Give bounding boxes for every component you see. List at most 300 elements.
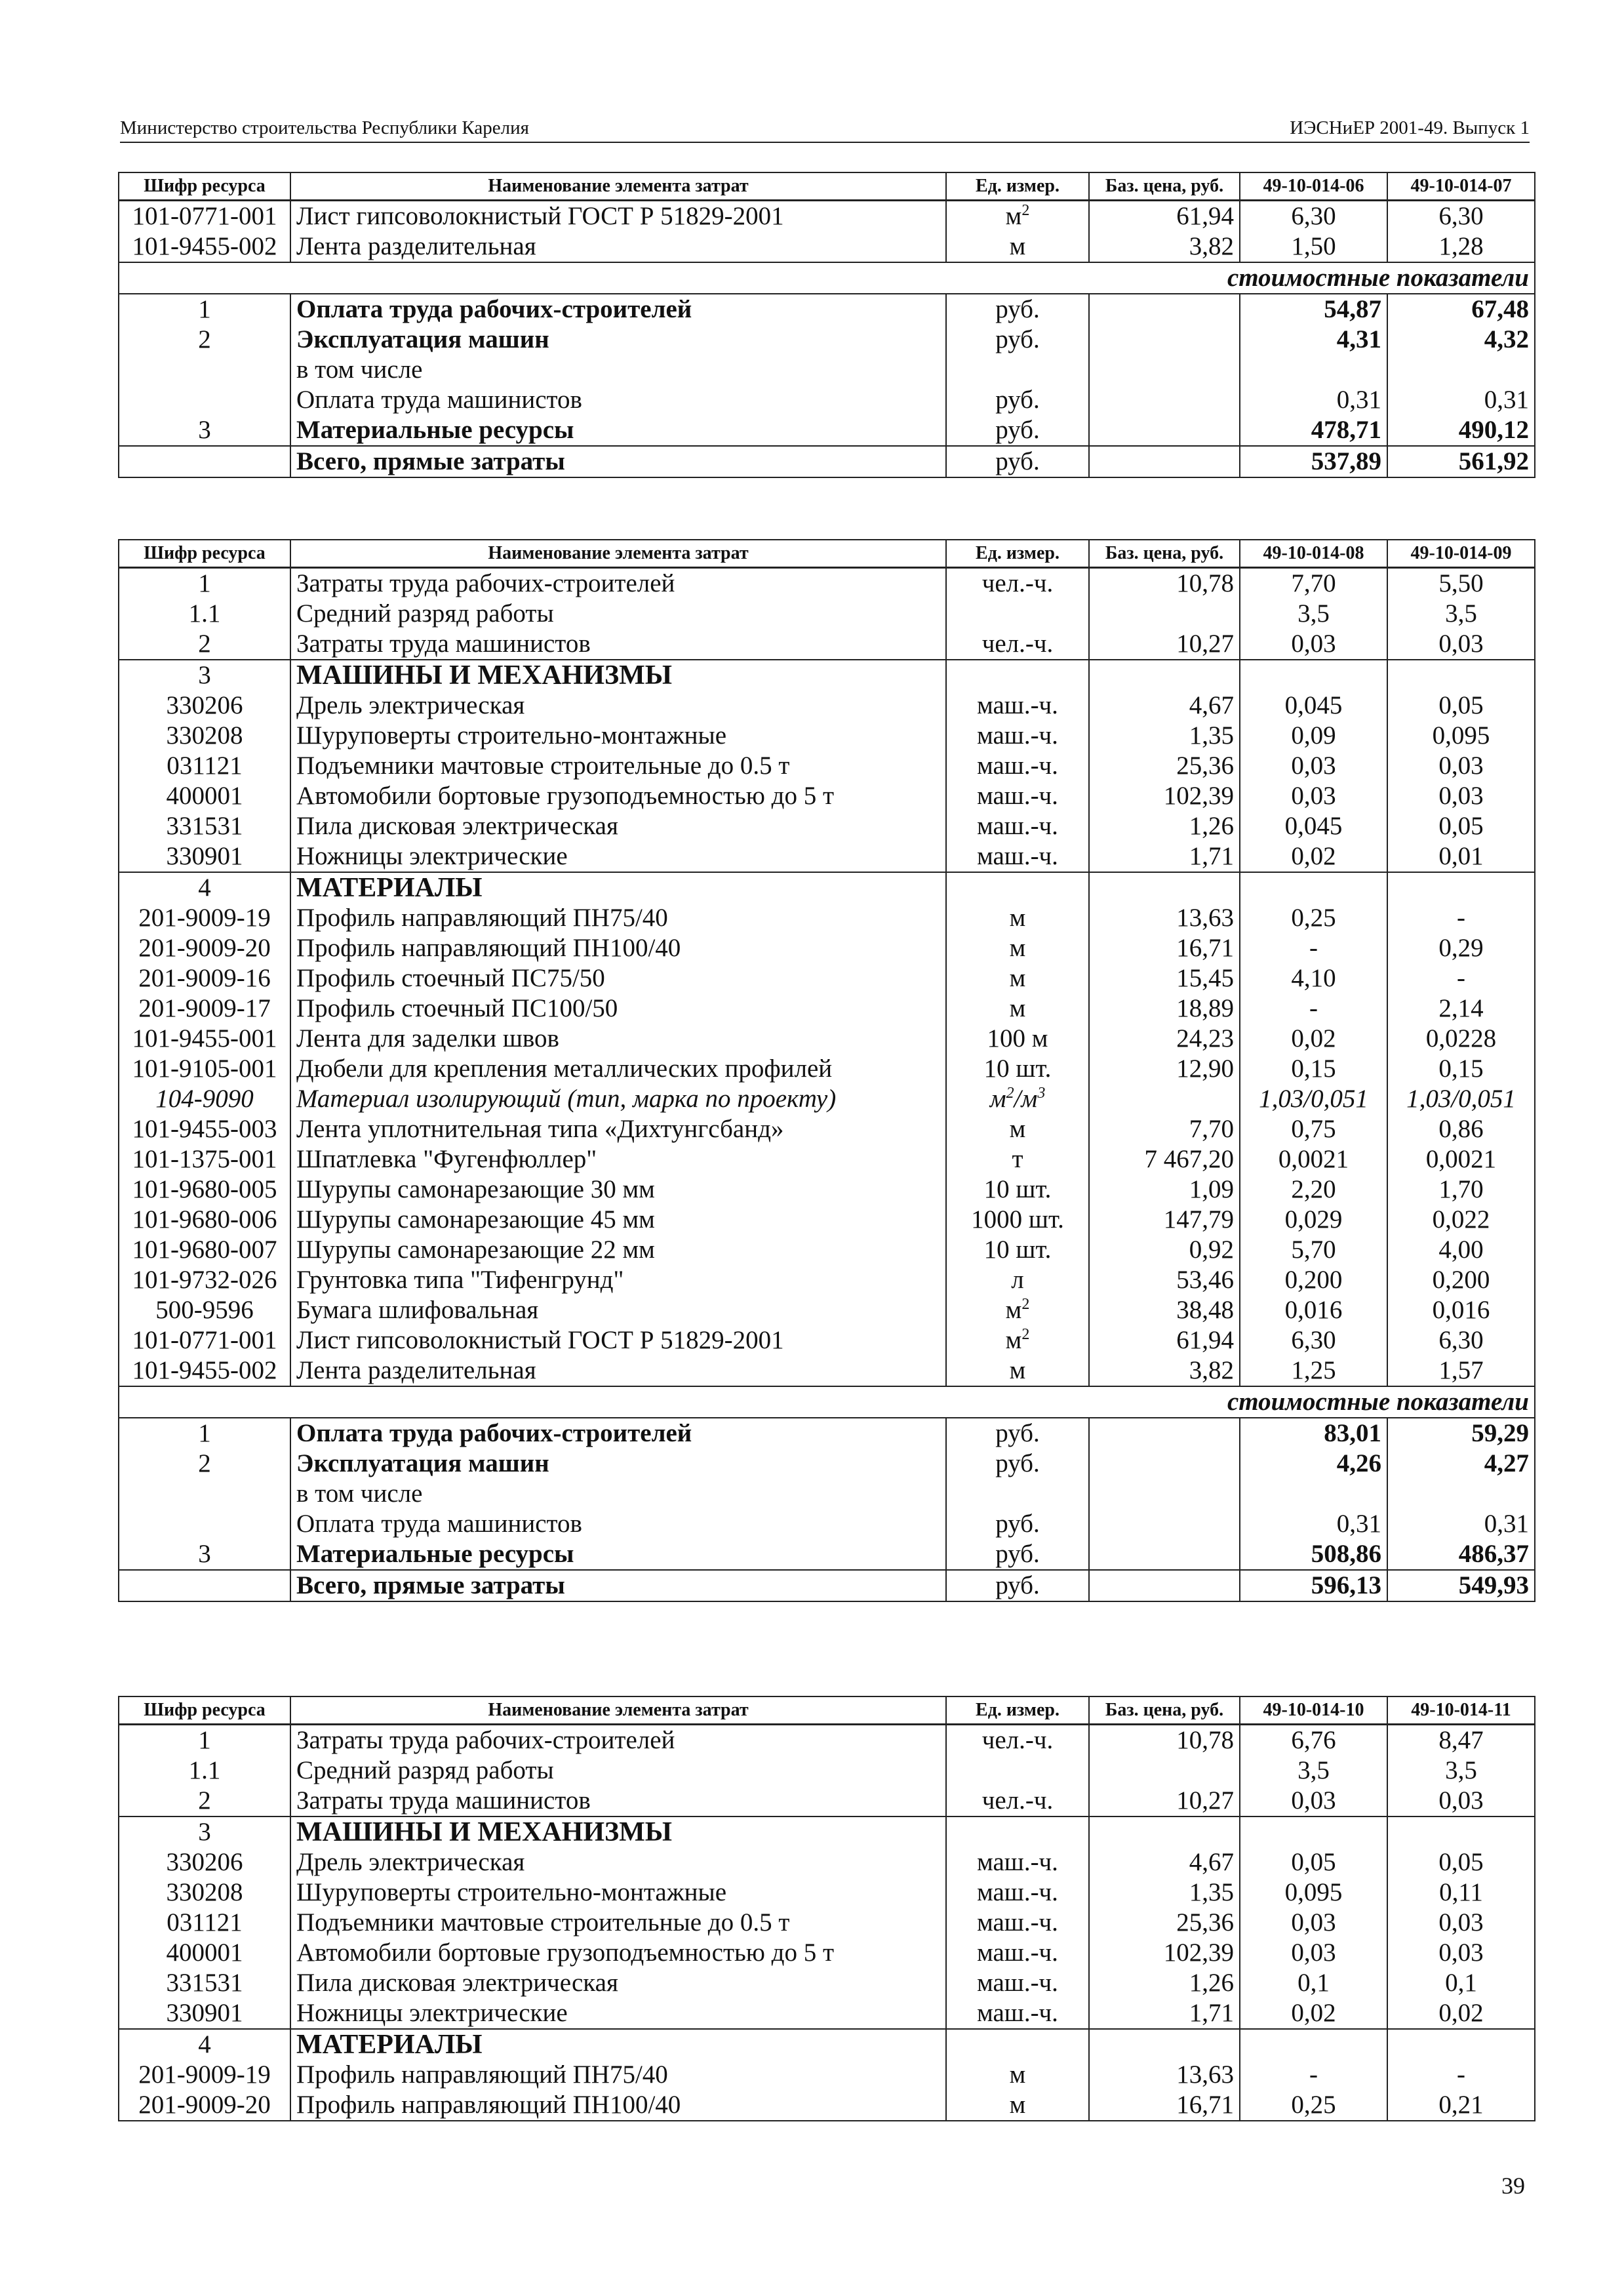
unit-text: м bbox=[1009, 964, 1026, 992]
unit-text: руб. bbox=[995, 1571, 1040, 1599]
unit-cell bbox=[946, 841, 1089, 872]
resource-table-1 bbox=[118, 172, 1535, 478]
cost-element-name: МАТЕРИАЛЫ bbox=[290, 2029, 946, 2060]
resource-code: 101-9455-003 bbox=[119, 1114, 290, 1144]
col-header-price: Баз. цена, руб. bbox=[1089, 172, 1240, 201]
unit-cell bbox=[946, 1847, 1089, 1877]
cost-element-name: Лента разделительная bbox=[290, 231, 946, 262]
resource-code: 1 bbox=[119, 1725, 290, 1756]
resource-code: 101-9455-002 bbox=[119, 1355, 290, 1386]
unit-cell bbox=[946, 355, 1089, 385]
base-price bbox=[1089, 325, 1240, 355]
page-number: 39 bbox=[1501, 2173, 1525, 2199]
unit-cell bbox=[946, 446, 1089, 477]
resource-code: 101-0771-001 bbox=[119, 1325, 290, 1355]
resource-code: 2 bbox=[119, 1786, 290, 1816]
cost-row bbox=[119, 1449, 1535, 1479]
unit-text: чел.-ч. bbox=[981, 1786, 1054, 1815]
base-price: 1,35 bbox=[1089, 1877, 1240, 1908]
norm-value-2: 0,86 bbox=[1387, 1114, 1535, 1144]
resource-code: 1 bbox=[119, 1418, 290, 1449]
cost-element-name: в том числе bbox=[290, 355, 946, 385]
norm-value-1: 0,03 bbox=[1240, 781, 1387, 811]
norm-value-2: 561,92 bbox=[1387, 446, 1535, 477]
resource-code: 400001 bbox=[119, 1938, 290, 1968]
base-price bbox=[1089, 1479, 1240, 1509]
resource-code bbox=[119, 446, 290, 477]
cost-element-name: Шпатлевка "Фугенфюллер" bbox=[290, 1144, 946, 1174]
unit-cell bbox=[946, 294, 1089, 325]
cost-element-name: МАШИНЫ И МЕХАНИЗМЫ bbox=[290, 1816, 946, 1847]
norm-value-2: 4,32 bbox=[1387, 325, 1535, 355]
norm-value-2: 486,37 bbox=[1387, 1539, 1535, 1570]
unit-cell bbox=[946, 1938, 1089, 1968]
norm-value-1: 0,095 bbox=[1240, 1877, 1387, 1908]
norm-value-1: 4,10 bbox=[1240, 963, 1387, 993]
unit-text: чел.-ч. bbox=[981, 630, 1054, 658]
unit-cell bbox=[946, 1265, 1089, 1295]
unit-cell bbox=[946, 781, 1089, 811]
unit-cell bbox=[946, 1756, 1089, 1786]
resource-code: 201-9009-19 bbox=[119, 903, 290, 933]
table-row bbox=[119, 2060, 1535, 2090]
resource-code bbox=[119, 385, 290, 415]
resource-code: 330206 bbox=[119, 1847, 290, 1877]
cost-section-title: стоимостные показатели bbox=[119, 1386, 1535, 1418]
unit-text: маш.-ч. bbox=[977, 842, 1058, 870]
norm-value-2: 2,14 bbox=[1387, 993, 1535, 1024]
base-price bbox=[1089, 660, 1240, 691]
unit-text: м bbox=[1009, 934, 1026, 962]
base-price: 25,36 bbox=[1089, 1908, 1240, 1938]
norm-value-2: 0,02 bbox=[1387, 1998, 1535, 2029]
col-header-norm-2: 49-10-014-07 bbox=[1387, 172, 1535, 201]
resource-code: 3 bbox=[119, 660, 290, 691]
col-header-norm-1: 49-10-014-10 bbox=[1240, 1696, 1387, 1725]
resource-code: 101-9680-006 bbox=[119, 1205, 290, 1235]
cost-element-name: Материальные ресурсы bbox=[290, 1539, 946, 1570]
cost-element-name: Оплата труда машинистов bbox=[290, 1509, 946, 1539]
norm-value-1: 596,13 bbox=[1240, 1570, 1387, 1601]
base-price: 24,23 bbox=[1089, 1024, 1240, 1054]
table-row bbox=[119, 568, 1535, 599]
table-row bbox=[119, 751, 1535, 781]
base-price: 3,82 bbox=[1089, 1355, 1240, 1386]
unit-text: маш.-ч. bbox=[977, 691, 1058, 719]
unit-cell bbox=[946, 1968, 1089, 1998]
table-row bbox=[119, 1174, 1535, 1205]
resource-code: 104-9090 bbox=[119, 1084, 290, 1114]
cost-element-name: Профиль направляющий ПН75/40 bbox=[290, 903, 946, 933]
unit-cell bbox=[946, 1205, 1089, 1235]
table-row bbox=[119, 231, 1535, 262]
cost-element-name: Лента для заделки швов bbox=[290, 1024, 946, 1054]
table-row bbox=[119, 629, 1535, 660]
resource-code: 400001 bbox=[119, 781, 290, 811]
norm-value-2: 8,47 bbox=[1387, 1725, 1535, 1756]
unit-text: маш.-ч. bbox=[977, 1938, 1058, 1967]
col-header-code: Шифр ресурса bbox=[119, 1696, 290, 1725]
base-price: 10,27 bbox=[1089, 1786, 1240, 1816]
table-row bbox=[119, 1355, 1535, 1386]
resource-code bbox=[119, 1570, 290, 1601]
cost-element-name: в том числе bbox=[290, 1479, 946, 1509]
norm-value-1: 0,0021 bbox=[1240, 1144, 1387, 1174]
norm-value-1 bbox=[1240, 872, 1387, 903]
resource-code: 1.1 bbox=[119, 1756, 290, 1786]
cost-element-name: Бумага шлифовальная bbox=[290, 1295, 946, 1325]
table-row bbox=[119, 841, 1535, 872]
base-price bbox=[1089, 1084, 1240, 1114]
unit-text: м bbox=[1009, 2060, 1026, 2089]
cost-element-name: Затраты труда рабочих-строителей bbox=[290, 1725, 946, 1756]
unit-text: руб. bbox=[995, 1510, 1040, 1538]
base-price: 18,89 bbox=[1089, 993, 1240, 1024]
unit-cell bbox=[946, 1174, 1089, 1205]
unit-text: м bbox=[1005, 1326, 1022, 1354]
base-price bbox=[1089, 599, 1240, 629]
cost-row bbox=[119, 325, 1535, 355]
unit-cell bbox=[946, 325, 1089, 355]
norm-value-1 bbox=[1240, 660, 1387, 691]
unit-text: 100 м bbox=[987, 1024, 1048, 1053]
unit-cell bbox=[946, 811, 1089, 841]
norm-value-2: 0,05 bbox=[1387, 811, 1535, 841]
unit-superscript: 3 bbox=[1037, 1085, 1046, 1102]
cost-section-title-row bbox=[119, 262, 1535, 294]
norm-value-1: 478,71 bbox=[1240, 415, 1387, 446]
col-header-unit: Ед. измер. bbox=[946, 172, 1089, 201]
base-price: 16,71 bbox=[1089, 2090, 1240, 2121]
cost-element-name: Лист гипсоволокнистый ГОСТ Р 51829-2001 bbox=[290, 201, 946, 232]
cost-element-name: Материал изолирующий (тип, марка по проекту) bbox=[290, 1084, 946, 1114]
resource-table-2 bbox=[118, 539, 1535, 1602]
unit-cell bbox=[946, 1355, 1089, 1386]
cost-element-name: Профиль стоечный ПС100/50 bbox=[290, 993, 946, 1024]
table-row bbox=[119, 1968, 1535, 1998]
base-price bbox=[1089, 1539, 1240, 1570]
norm-value-1: 6,76 bbox=[1240, 1725, 1387, 1756]
unit-text: чел.-ч. bbox=[981, 1726, 1054, 1754]
unit-text: маш.-ч. bbox=[977, 1848, 1058, 1876]
unit-cell bbox=[946, 1084, 1089, 1114]
norm-value-2: 0,03 bbox=[1387, 1908, 1535, 1938]
base-price: 1,71 bbox=[1089, 1998, 1240, 2029]
norm-value-2: 1,70 bbox=[1387, 1174, 1535, 1205]
cost-row bbox=[119, 1539, 1535, 1570]
base-price bbox=[1089, 415, 1240, 446]
base-price: 38,48 bbox=[1089, 1295, 1240, 1325]
unit-text: м bbox=[1009, 994, 1026, 1022]
norm-value-1: 0,03 bbox=[1240, 1908, 1387, 1938]
resource-code: 3 bbox=[119, 1539, 290, 1570]
unit-superscript: 2 bbox=[1021, 1296, 1030, 1313]
norm-value-1 bbox=[1240, 1816, 1387, 1847]
norm-value-2: 0,11 bbox=[1387, 1877, 1535, 1908]
norm-value-2: 6,30 bbox=[1387, 1325, 1535, 1355]
unit-cell bbox=[946, 1786, 1089, 1816]
norm-value-2: 490,12 bbox=[1387, 415, 1535, 446]
unit-text: маш.-ч. bbox=[977, 1908, 1058, 1937]
base-price bbox=[1089, 385, 1240, 415]
norm-value-1: 0,1 bbox=[1240, 1968, 1387, 1998]
norm-value-1: 0,016 bbox=[1240, 1295, 1387, 1325]
table-row bbox=[119, 599, 1535, 629]
unit-cell bbox=[946, 1418, 1089, 1449]
cost-element-name: Оплата труда машинистов bbox=[290, 385, 946, 415]
table-row bbox=[119, 1325, 1535, 1355]
col-header-name: Наименование элемента затрат bbox=[290, 540, 946, 568]
base-price: 1,35 bbox=[1089, 721, 1240, 751]
norm-value-1: 0,03 bbox=[1240, 629, 1387, 660]
unit-cell bbox=[946, 1144, 1089, 1174]
norm-value-2: 1,28 bbox=[1387, 231, 1535, 262]
norm-value-1: 0,200 bbox=[1240, 1265, 1387, 1295]
norm-value-2: 549,93 bbox=[1387, 1570, 1535, 1601]
unit-cell bbox=[946, 1024, 1089, 1054]
base-price: 102,39 bbox=[1089, 781, 1240, 811]
cost-element-name: Затраты труда рабочих-строителей bbox=[290, 568, 946, 599]
base-price: 1,71 bbox=[1089, 841, 1240, 872]
norm-value-2: 0,01 bbox=[1387, 841, 1535, 872]
unit-cell bbox=[946, 1877, 1089, 1908]
norm-value-1: 4,26 bbox=[1240, 1449, 1387, 1479]
resource-code: 3 bbox=[119, 1816, 290, 1847]
unit-cell bbox=[946, 751, 1089, 781]
norm-value-2: 3,5 bbox=[1387, 1756, 1535, 1786]
unit-cell bbox=[946, 599, 1089, 629]
unit-text: руб. bbox=[995, 1419, 1040, 1447]
unit-cell bbox=[946, 1325, 1089, 1355]
col-header-price: Баз. цена, руб. bbox=[1089, 540, 1240, 568]
cost-element-name: Всего, прямые затраты bbox=[290, 446, 946, 477]
norm-value-1: 0,03 bbox=[1240, 751, 1387, 781]
unit-cell bbox=[946, 385, 1089, 415]
base-price: 147,79 bbox=[1089, 1205, 1240, 1235]
unit-cell bbox=[946, 231, 1089, 262]
table-row bbox=[119, 1847, 1535, 1877]
unit-superscript: 2 bbox=[1021, 1326, 1030, 1343]
cost-element-name: Шурупы самонарезающие 22 мм bbox=[290, 1235, 946, 1265]
unit-cell bbox=[946, 1539, 1089, 1570]
norm-value-1: 0,31 bbox=[1240, 385, 1387, 415]
unit-text: м bbox=[1009, 232, 1026, 260]
unit-cell bbox=[946, 1998, 1089, 2029]
base-price: 7,70 bbox=[1089, 1114, 1240, 1144]
unit-cell bbox=[946, 903, 1089, 933]
unit-text: руб. bbox=[995, 386, 1040, 414]
norm-value-1: - bbox=[1240, 933, 1387, 963]
norm-value-2: 0,03 bbox=[1387, 1786, 1535, 1816]
unit-cell bbox=[946, 568, 1089, 599]
table-row bbox=[119, 1786, 1535, 1816]
table-row bbox=[119, 1054, 1535, 1084]
cost-row bbox=[119, 385, 1535, 415]
col-header-unit: Ед. измер. bbox=[946, 1696, 1089, 1725]
norm-value-2: 4,27 bbox=[1387, 1449, 1535, 1479]
norm-value-2: 1,57 bbox=[1387, 1355, 1535, 1386]
unit-text: маш.-ч. bbox=[977, 1878, 1058, 1906]
page-header bbox=[120, 115, 1530, 143]
cost-element-name: МАТЕРИАЛЫ bbox=[290, 872, 946, 903]
cost-row bbox=[119, 1509, 1535, 1539]
cost-element-name: Затраты труда машинистов bbox=[290, 1786, 946, 1816]
unit-text: л bbox=[1011, 1266, 1024, 1294]
norm-value-1: 1,25 bbox=[1240, 1355, 1387, 1386]
cost-row bbox=[119, 294, 1535, 325]
col-header-norm-1: 49-10-014-06 bbox=[1240, 172, 1387, 201]
norm-value-1: 0,045 bbox=[1240, 691, 1387, 721]
unit-text: маш.-ч. bbox=[977, 782, 1058, 810]
unit-text: чел.-ч. bbox=[981, 569, 1054, 597]
unit-text: м bbox=[1009, 904, 1026, 932]
base-price: 4,67 bbox=[1089, 1847, 1240, 1877]
unit-text: руб. bbox=[995, 1449, 1040, 1477]
norm-value-2: 0,31 bbox=[1387, 1509, 1535, 1539]
resource-code: 1 bbox=[119, 568, 290, 599]
resource-code: 2 bbox=[119, 629, 290, 660]
resource-code: 4 bbox=[119, 2029, 290, 2060]
table-row bbox=[119, 1144, 1535, 1174]
base-price: 61,94 bbox=[1089, 201, 1240, 232]
cost-element-name: Автомобили бортовые грузоподъемностью до 5 т bbox=[290, 1938, 946, 1968]
resource-code: 101-9455-001 bbox=[119, 1024, 290, 1054]
norm-value-2: 6,30 bbox=[1387, 201, 1535, 232]
resource-code: 201-9009-17 bbox=[119, 993, 290, 1024]
cost-element-name: МАШИНЫ И МЕХАНИЗМЫ bbox=[290, 660, 946, 691]
table-row bbox=[119, 1235, 1535, 1265]
cost-row bbox=[119, 446, 1535, 477]
cost-element-name: Дюбели для крепления металлических профилей bbox=[290, 1054, 946, 1084]
base-price: 12,90 bbox=[1089, 1054, 1240, 1084]
unit-text: 10 шт. bbox=[983, 1175, 1052, 1203]
cost-row bbox=[119, 1418, 1535, 1449]
cost-element-name: Всего, прямые затраты bbox=[290, 1570, 946, 1601]
unit-cell bbox=[946, 1449, 1089, 1479]
unit-cell bbox=[946, 1509, 1089, 1539]
col-header-name: Наименование элемента затрат bbox=[290, 172, 946, 201]
resource-code: 2 bbox=[119, 325, 290, 355]
resource-code: 3 bbox=[119, 415, 290, 446]
norm-value-1: 5,70 bbox=[1240, 1235, 1387, 1265]
norm-value-2: 0,15 bbox=[1387, 1054, 1535, 1084]
cost-element-name: Грунтовка типа "Тифенгрунд" bbox=[290, 1265, 946, 1295]
cost-element-name: Подъемники мачтовые строительные до 0.5 т bbox=[290, 751, 946, 781]
col-header-norm-1: 49-10-014-08 bbox=[1240, 540, 1387, 568]
norm-value-2: 5,50 bbox=[1387, 568, 1535, 599]
unit-text: м bbox=[1009, 1115, 1026, 1143]
base-price bbox=[1089, 1509, 1240, 1539]
norm-value-1: 0,31 bbox=[1240, 1509, 1387, 1539]
cost-element-name: Средний разряд работы bbox=[290, 599, 946, 629]
norm-value-2: 59,29 bbox=[1387, 1418, 1535, 1449]
table-row bbox=[119, 963, 1535, 993]
cost-element-name: Автомобили бортовые грузоподъемностью до 5 т bbox=[290, 781, 946, 811]
resource-code bbox=[119, 355, 290, 385]
unit-cell bbox=[946, 2029, 1089, 2060]
resource-code: 031121 bbox=[119, 1908, 290, 1938]
resource-code: 4 bbox=[119, 872, 290, 903]
section-row bbox=[119, 660, 1535, 691]
unit-text: 10 шт. bbox=[983, 1235, 1052, 1264]
norm-value-1: 0,045 bbox=[1240, 811, 1387, 841]
unit-text: м bbox=[1005, 202, 1022, 230]
resource-code bbox=[119, 1479, 290, 1509]
table-header-row bbox=[119, 1696, 1535, 1725]
norm-value-2: 0,03 bbox=[1387, 751, 1535, 781]
table-row bbox=[119, 1024, 1535, 1054]
norm-value-2: 0,31 bbox=[1387, 385, 1535, 415]
norm-value-1: 0,02 bbox=[1240, 1024, 1387, 1054]
col-header-code: Шифр ресурса bbox=[119, 172, 290, 201]
norm-value-1: - bbox=[1240, 993, 1387, 1024]
norm-value-1: 83,01 bbox=[1240, 1418, 1387, 1449]
unit-cell bbox=[946, 1479, 1089, 1509]
norm-value-1: 2,20 bbox=[1240, 1174, 1387, 1205]
table-row bbox=[119, 811, 1535, 841]
resource-code: 201-9009-20 bbox=[119, 2090, 290, 2121]
norm-value-1: 0,15 bbox=[1240, 1054, 1387, 1084]
cost-section-title-row bbox=[119, 1386, 1535, 1418]
norm-value-2 bbox=[1387, 2029, 1535, 2060]
norm-value-1 bbox=[1240, 1479, 1387, 1509]
base-price bbox=[1089, 2029, 1240, 2060]
unit-text: 1000 шт. bbox=[971, 1205, 1064, 1234]
col-header-price: Баз. цена, руб. bbox=[1089, 1696, 1240, 1725]
cost-row bbox=[119, 415, 1535, 446]
table-row bbox=[119, 1265, 1535, 1295]
unit-text: руб. bbox=[995, 447, 1040, 475]
table-row bbox=[119, 691, 1535, 721]
cost-element-name: Пила дисковая электрическая bbox=[290, 811, 946, 841]
unit-text: руб. bbox=[995, 295, 1040, 323]
cost-element-name: Ножницы электрические bbox=[290, 1998, 946, 2029]
cost-element-name: Пила дисковая электрическая bbox=[290, 1968, 946, 1998]
cost-element-name: Профиль направляющий ПН75/40 bbox=[290, 2060, 946, 2090]
base-price: 3,82 bbox=[1089, 231, 1240, 262]
cost-element-name: Затраты труда машинистов bbox=[290, 629, 946, 660]
base-price bbox=[1089, 1449, 1240, 1479]
resource-code: 500-9596 bbox=[119, 1295, 290, 1325]
norm-value-1: 6,30 bbox=[1240, 201, 1387, 232]
cost-element-name: Средний разряд работы bbox=[290, 1756, 946, 1786]
norm-value-2 bbox=[1387, 872, 1535, 903]
cost-element-name: Лист гипсоволокнистый ГОСТ Р 51829-2001 bbox=[290, 1325, 946, 1355]
base-price: 13,63 bbox=[1089, 2060, 1240, 2090]
table-row bbox=[119, 1725, 1535, 1756]
base-price: 53,46 bbox=[1089, 1265, 1240, 1295]
base-price: 10,27 bbox=[1089, 629, 1240, 660]
base-price: 10,78 bbox=[1089, 1725, 1240, 1756]
cost-element-name: Шуруповерты строительно-монтажные bbox=[290, 721, 946, 751]
col-header-unit: Ед. измер. bbox=[946, 540, 1089, 568]
unit-cell bbox=[946, 933, 1089, 963]
cost-element-name: Дрель электрическая bbox=[290, 1847, 946, 1877]
base-price: 1,26 bbox=[1089, 811, 1240, 841]
table-row bbox=[119, 1998, 1535, 2029]
norm-value-2: 0,21 bbox=[1387, 2090, 1535, 2121]
norm-value-2: 4,00 bbox=[1387, 1235, 1535, 1265]
unit-text: маш.-ч. bbox=[977, 721, 1058, 750]
cost-element-name: Ножницы электрические bbox=[290, 841, 946, 872]
base-price: 1,09 bbox=[1089, 1174, 1240, 1205]
norm-value-1: 508,86 bbox=[1240, 1539, 1387, 1570]
norm-value-2 bbox=[1387, 1479, 1535, 1509]
table-row bbox=[119, 1295, 1535, 1325]
table-row bbox=[119, 201, 1535, 232]
cost-element-name: Профиль направляющий ПН100/40 bbox=[290, 933, 946, 963]
norm-value-2: 0,1 bbox=[1387, 1968, 1535, 1998]
